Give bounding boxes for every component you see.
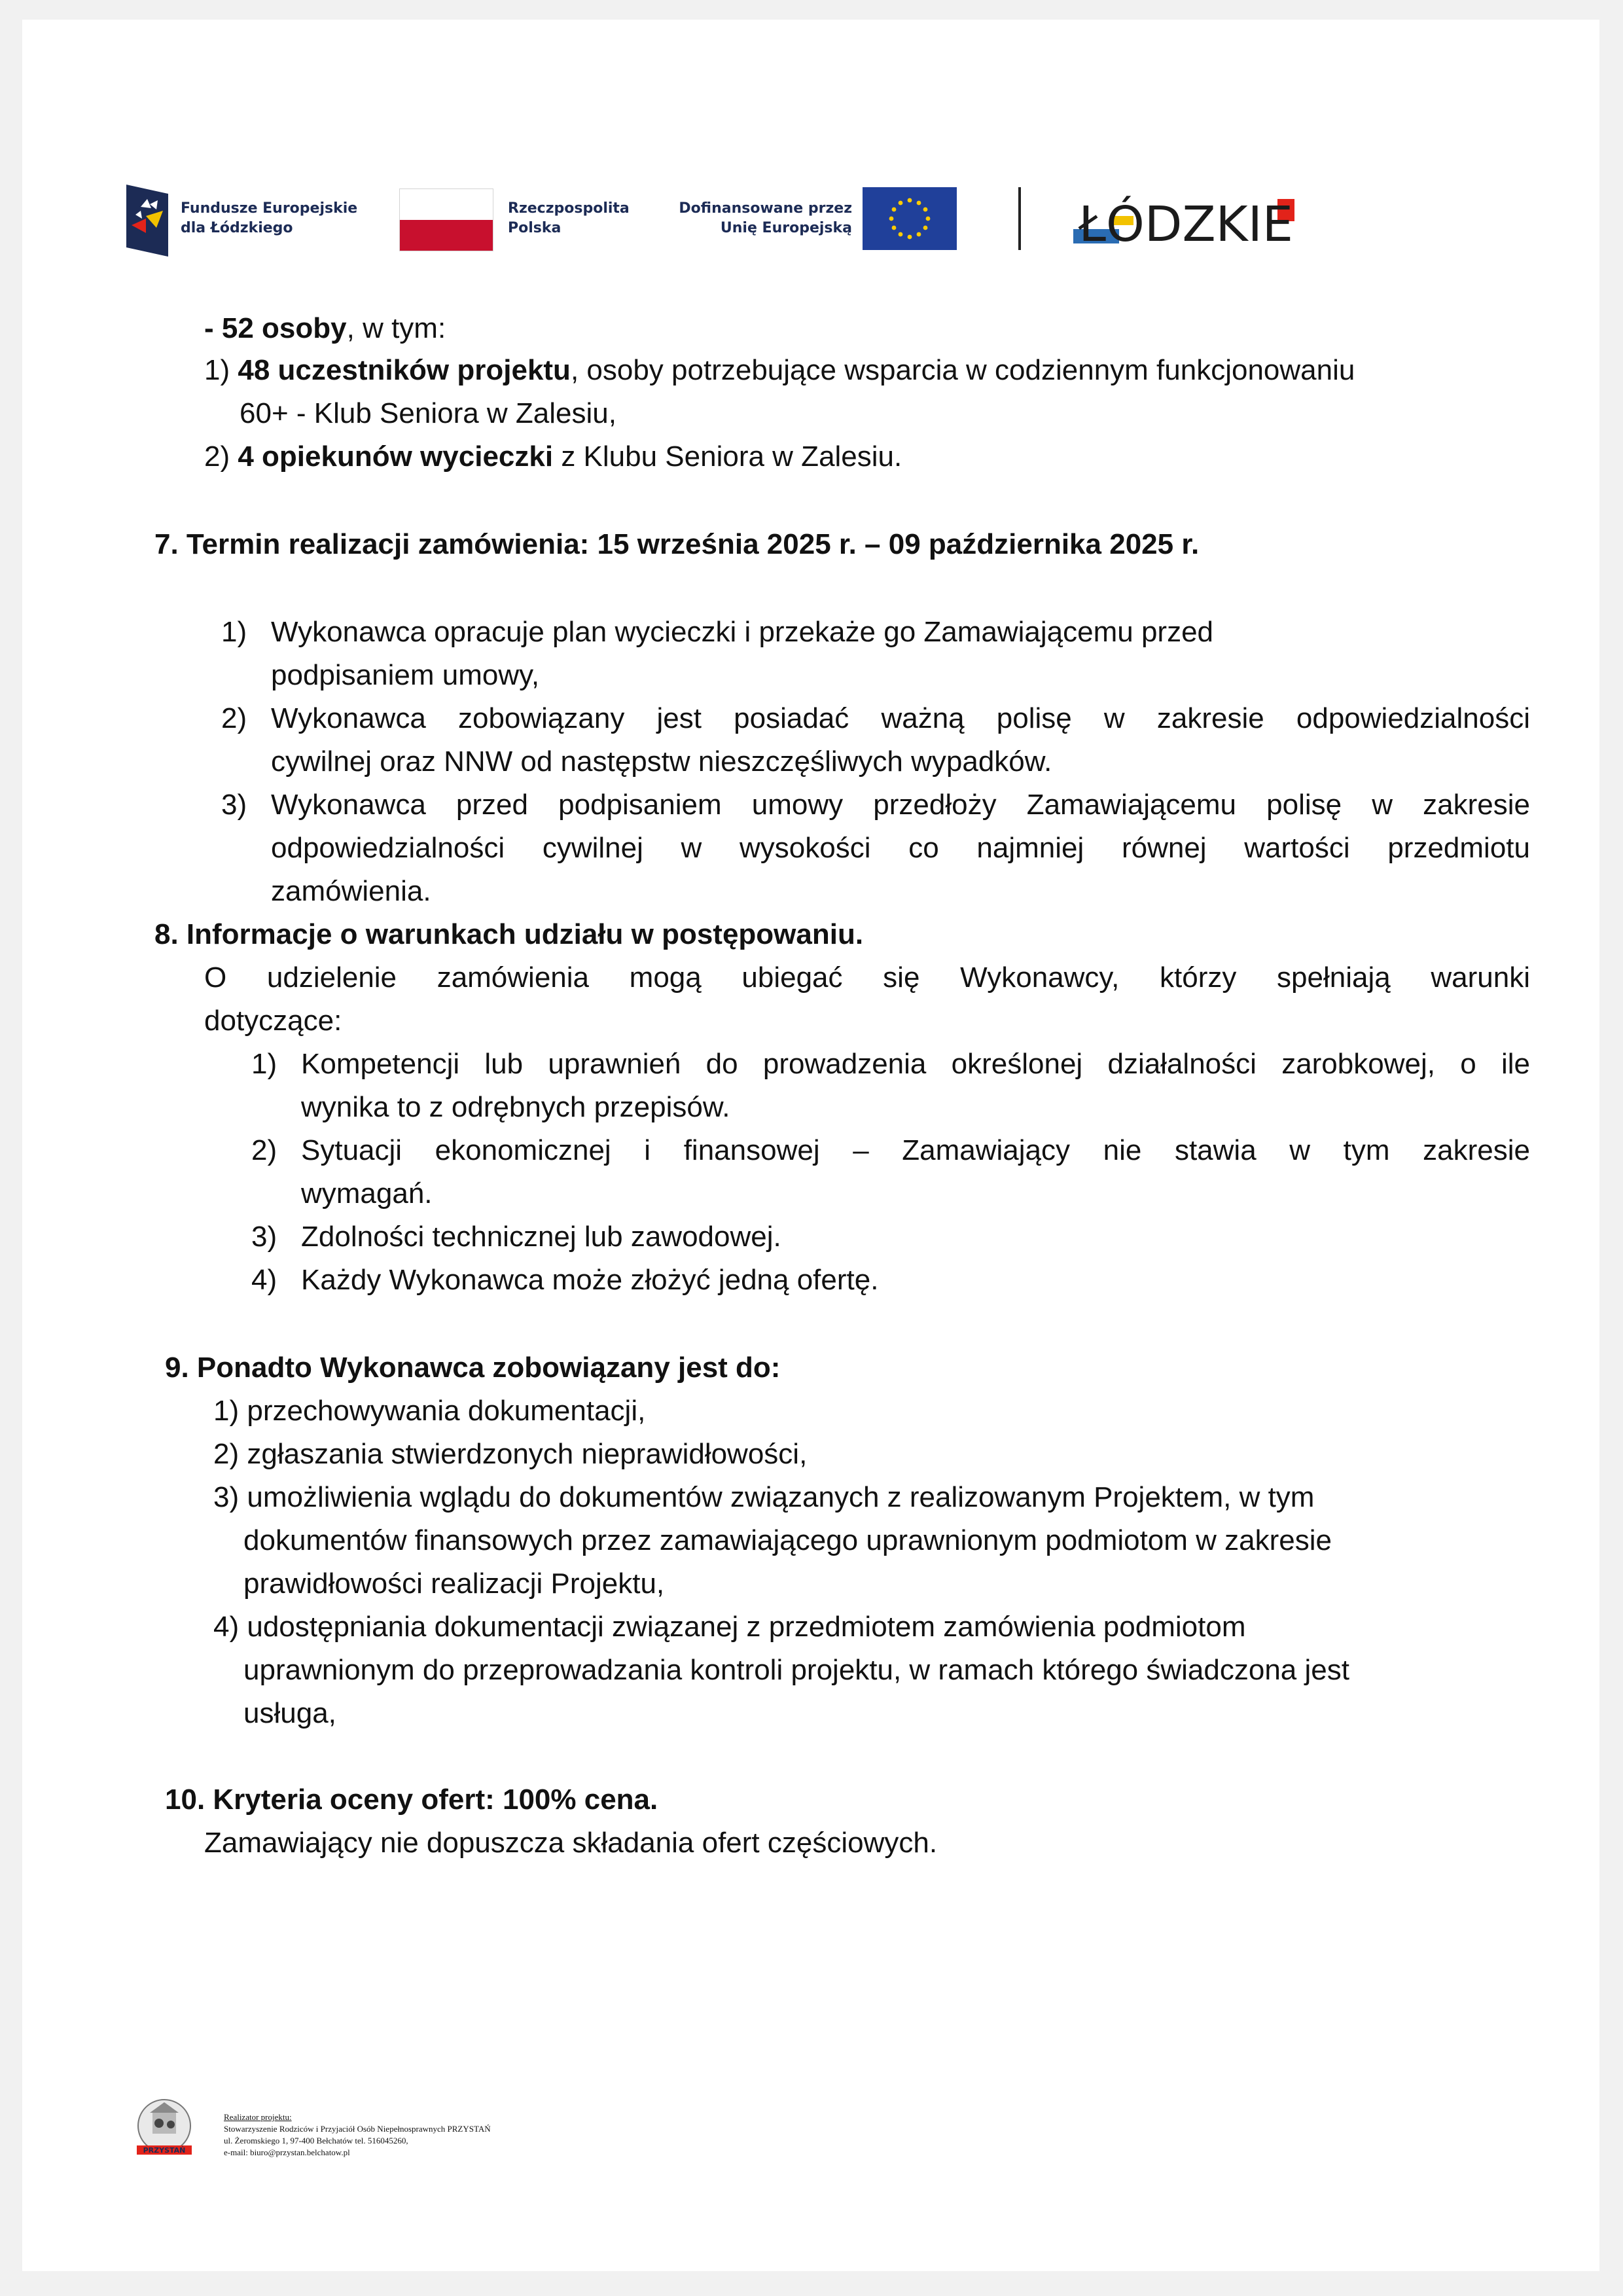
s9-item-2: 2) zgłaszania stwierdzonych nieprawidłowości,: [213, 1438, 808, 1470]
s7-item-3-num: 3): [221, 789, 247, 821]
rzeczpospolita-text: [508, 199, 658, 238]
intro-item-2-bold: 4 opiekunów wycieczki: [238, 440, 554, 473]
s7-item-3-line-2: odpowiedzialności cywilnej w wysokości co najmniej równej wartości przedmiotu: [271, 832, 1530, 864]
s9-item-4-line-3: usługa,: [243, 1697, 336, 1729]
s7-item-1-num: 1): [221, 616, 247, 648]
s7-item-2-line-1: Wykonawca zobowiązany jest posiadać ważną polisę w zakresie odpowiedzialności: [271, 702, 1530, 734]
eu-flag-icon: [863, 187, 957, 250]
s8-item-3-line-1: Zdolności technicznej lub zawodowej.: [301, 1221, 781, 1253]
s7-item-1-line-2: podpisaniem umowy,: [271, 659, 540, 691]
s8-paragraph-line-2: dotyczące:: [204, 1005, 342, 1037]
intro-count-rest: , w tym:: [346, 312, 446, 344]
s8-item-4-line-1: Każdy Wykonawca może złożyć jedną ofertę.: [301, 1264, 879, 1296]
intro-count-bold: - 52 osoby: [204, 312, 347, 344]
s8-item-1-num: 1): [251, 1048, 277, 1080]
s9-item-3-line-2: dokumentów finansowych przez zamawiającego uprawnionym podmiotom w zakresie: [243, 1524, 1332, 1556]
s9-item-4-line-1: 4) udostępniania dokumentacji związanej z przedmiotem zamówienia podmiotom: [213, 1611, 1246, 1643]
s8-item-2-line-2: wymagań.: [301, 1177, 433, 1210]
s7-item-3-line-1: Wykonawca przed podpisaniem umowy przedłoży Zamawiającemu polisę w zakresie: [271, 789, 1530, 821]
lodzkie-logo-icon: [1073, 191, 1322, 250]
s7-item-2-line-2: cywilnej oraz NNW od następstw nieszczęśliwych wypadków.: [271, 745, 1052, 778]
intro-item-1: [204, 352, 1355, 389]
s8-item-4-num: 4): [251, 1264, 277, 1296]
intro-item-1-bold: 48 uczestników projektu: [238, 354, 571, 386]
s8-item-2-num: 2): [251, 1134, 277, 1166]
s9-item-1: 1) przechowywania dokumentacji,: [213, 1395, 646, 1427]
s8-item-2-line-1: Sytuacji ekonomicznej i finansowej – Zamawiający nie stawia w tym zakresie: [301, 1134, 1530, 1166]
section-7-heading: 7. Termin realizacji zamówienia: 15 września 2025 r. – 09 października 2025 r.: [154, 528, 1200, 560]
intro-item-2-num: 2): [204, 440, 238, 473]
s9-item-3-line-3: prawidłowości realizacji Projektu,: [243, 1568, 665, 1600]
intro-item-2: [204, 439, 902, 475]
s8-item-3-num: 3): [251, 1221, 277, 1253]
s7-item-3-line-3: zamówienia.: [271, 875, 431, 907]
footer-org-name: Stowarzyszenie Rodziców i Przyjaciół Osób Niepełnosprawnych PRZYSTAŃ: [224, 2124, 491, 2134]
intro-item-1-cont: 60+ - Klub Seniora w Zalesiu,: [240, 397, 616, 429]
fe-line-1: Fundusze Europejskie: [181, 200, 358, 217]
s9-item-4-line-2: uprawnionym do przeprowadzania kontroli projektu, w ramach którego świadczona jest: [243, 1654, 1349, 1686]
footer-address: ul. Żeromskiego 1, 97-400 Bełchatów tel. 516045260,: [224, 2136, 408, 2145]
s9-item-3-line-1: 3) umożliwienia wglądu do dokumentów związanych z realizowanym Projektem, w tym: [213, 1481, 1315, 1513]
s8-item-1-line-1: Kompetencji lub uprawnień do prowadzenia określonej działalności zarobkowej, o ile: [301, 1048, 1530, 1080]
dofinansowane-text: [669, 199, 852, 238]
s10-paragraph: Zamawiający nie dopuszcza składania ofert częściowych.: [204, 1827, 938, 1859]
dof-line-1: Dofinansowane przez: [679, 200, 852, 217]
fundusze-europejskie-logo-icon: [126, 185, 168, 257]
logo-divider: [1018, 187, 1021, 250]
przystan-logo-icon: [133, 2097, 196, 2160]
lodzkie-logo-text: ŁÓDZKIE: [1079, 196, 1291, 250]
rp-line-2: Polska: [508, 220, 562, 236]
intro-item-1-num: 1): [204, 354, 238, 386]
dof-line-2: Unię Europejską: [720, 220, 852, 236]
rp-line-1: Rzeczpospolita: [508, 200, 630, 217]
fundusze-europejskie-text: [181, 199, 390, 238]
footer-email: e-mail: biuro@przystan.belchatow.pl: [224, 2147, 350, 2157]
intro-item-2-rest: z Klubu Seniora w Zalesiu.: [553, 440, 902, 473]
fe-line-2: dla Łódzkiego: [181, 220, 293, 236]
s8-item-1-line-2: wynika to z odrębnych przepisów.: [301, 1091, 730, 1123]
polish-flag-icon: [399, 188, 493, 251]
footer-label: Realizator projektu:: [224, 2112, 292, 2122]
intro-count: [204, 310, 446, 347]
intro-item-1-rest: , osoby potrzebujące wsparcia w codziennym funkcjonowaniu: [570, 354, 1355, 386]
section-10-heading: 10. Kryteria oceny ofert: 100% cena.: [165, 1784, 658, 1816]
s7-item-1-line-1: Wykonawca opracuje plan wycieczki i przekaże go Zamawiającemu przed: [271, 616, 1214, 648]
przystan-logo-text: PRZYSTAŃ: [143, 2146, 186, 2155]
section-9-heading: 9. Ponadto Wykonawca zobowiązany jest do:: [165, 1352, 781, 1384]
s8-paragraph-line-1: O udzielenie zamówienia mogą ubiegać się Wykonawcy, którzy spełniają warunki: [204, 961, 1530, 994]
s7-item-2-num: 2): [221, 702, 247, 734]
footer-text: [224, 2111, 491, 2159]
section-8-heading: 8. Informacje o warunkach udziału w postępowaniu.: [154, 918, 864, 950]
